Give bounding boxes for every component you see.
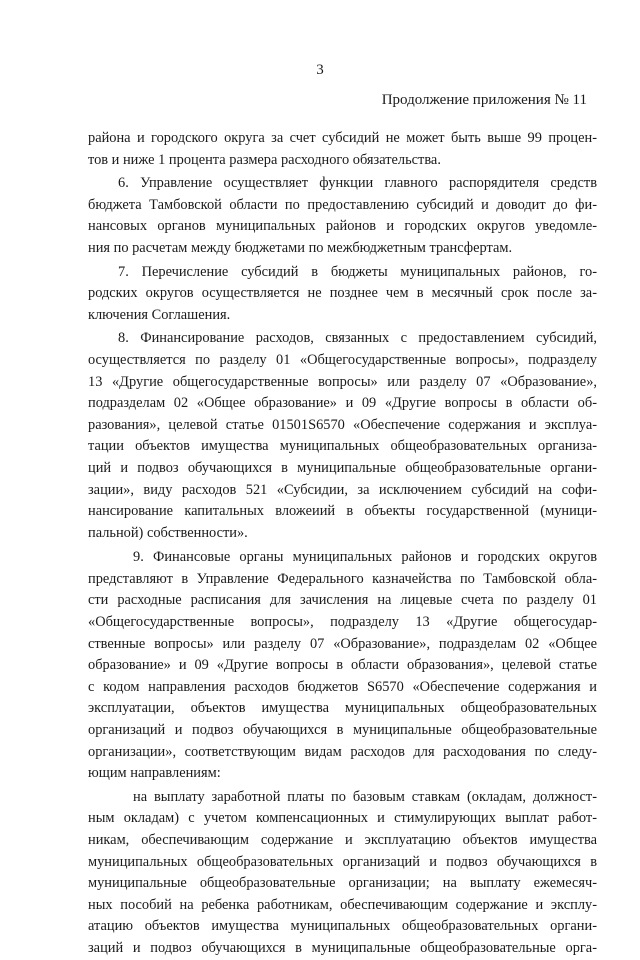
- text-line: ственные вопросы» или разделу 07 «Образование», подразделам 02 «Общее: [88, 635, 597, 652]
- paragraph-9: [88, 547, 597, 785]
- text-line: сти расходные расписания для зачисления на лицевые счета по разделу 01: [88, 592, 597, 609]
- document-body: [88, 128, 597, 960]
- paragraph-7: [88, 262, 597, 327]
- text-line: осуществляется по разделу 01 «Общегосударственные вопросы», подразделу: [88, 351, 597, 368]
- text-line: разования», целевой статье 01501S6570 «Обеспечение содержания и эксплуа-: [88, 416, 597, 433]
- text-line: заций и подвоз обучающихся в муниципальные общеобразовательные орга-: [88, 939, 597, 956]
- text-line: района и городского округа за счет субсидий не может быть выше 99 процен-: [88, 130, 597, 146]
- text-line: атацию объектов имущества муниципальных общеобразовательных органи-: [88, 918, 597, 935]
- text-line: зации», виду расходов 521 «Субсидии, за исключением субсидий на софи-: [88, 481, 597, 498]
- text-line: представляют в Управление Федерального казначейства по Тамбовской обла-: [88, 570, 597, 587]
- text-line: подразделам 02 «Общее образование» и 09 «Другие вопросы в области об-: [88, 395, 597, 412]
- text-line: родских округов осуществляется не позднее чем в месячный срок после за-: [88, 285, 597, 302]
- text-line: нансовых органов муниципальных районов и городских округов уведомле-: [88, 218, 597, 235]
- text-line: «Общегосударственные вопросы», подразделу 13 «Другие общегосудар-: [88, 614, 597, 631]
- text-line: тации объектов имущества муниципальных общеобразовательных организа-: [88, 438, 597, 455]
- text-line: 6. Управление осуществляет функции главного распорядителя средств: [118, 175, 597, 192]
- paragraph-salary-directions: [88, 787, 597, 960]
- appendix-continuation-header: Продолжение приложения № 11: [381, 92, 587, 108]
- text-line: муниципальных общеобразовательных организаций и подвоз обучающихся в: [88, 853, 597, 870]
- text-line: ющим направлениям:: [88, 765, 221, 782]
- text-line: бюджета Тамбовской области по предоставлению субсидий и доводит до фи-: [88, 196, 597, 213]
- text-line: нансирование капитальных вложеиий в объекты государственной (муници-: [88, 503, 597, 520]
- paragraph-8: [88, 328, 597, 544]
- text-line: ключения Соглашения.: [88, 306, 231, 323]
- text-line: ным окладам) с учетом компенсационных и стимулирующих выплат работ-: [88, 810, 597, 827]
- text-line: 13 «Другие общегосударственные вопросы» или разделу 07 «Образование»,: [88, 373, 597, 390]
- paragraph-6: [88, 173, 597, 259]
- text-line: ных пособий на ребенка работникам, обеспечивающим содержание и эксплу-: [88, 896, 597, 913]
- text-line: 8. Финансирование расходов, связанных с предоставлением субсидий,: [118, 330, 597, 347]
- text-line: никам, обеспечивающим содержание и эксплуатацию объектов имущества: [88, 832, 597, 848]
- text-line: организации», соответствующим видам расходов для расходования по следу-: [88, 743, 597, 760]
- paragraph-subsidy-limit: [88, 128, 597, 171]
- text-line: ния по расчетам между бюджетами по межбюджетным трансфертам.: [88, 239, 513, 256]
- text-line: образование» и 09 «Другие вопросы в области образования», целевой статье: [88, 657, 597, 674]
- page-number: 3: [316, 62, 324, 78]
- text-line: эксплуатации, объектов имущества муниципальных общеобразовательных: [88, 700, 597, 717]
- text-line: организаций и подвоз обучающихся в муниципальные общеобразовательные: [88, 722, 597, 739]
- text-line: с кодом направления расходов бюджетов S6570 «Обеспечение содержания и: [88, 678, 597, 695]
- text-line: пальной) собственности».: [88, 524, 248, 541]
- text-line: 7. Перечисление субсидий в бюджеты муниципальных районов, го-: [118, 263, 597, 280]
- text-line: ций и подвоз обучающихся в муниципальные общеобразовательные органи-: [88, 459, 597, 476]
- text-line: на выплату заработной платы по базовым ставкам (окладам, должност-: [133, 788, 597, 805]
- text-line: тов и ниже 1 процента размера расходного обязательства.: [88, 151, 441, 168]
- text-line: муниципальные общеобразовательные организации; на выплату ежемесяч-: [88, 875, 597, 892]
- text-line: 9. Финансовые органы муниципальных районов и городских округов: [133, 549, 597, 566]
